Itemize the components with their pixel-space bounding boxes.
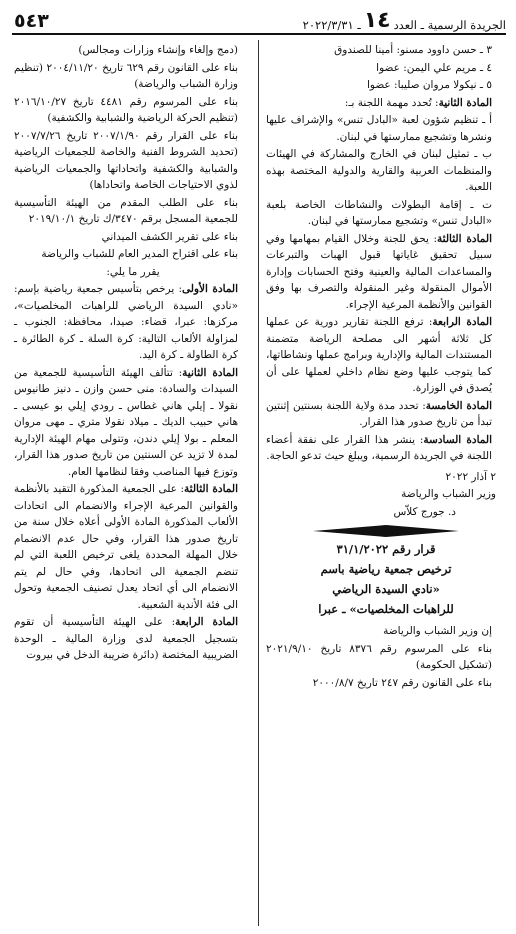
article-text: : يرخص بتأسيس جمعية رياضية بإسم: «نادي السيدة الرياضي للراهبات المخلصيات»، مركزها: عبرا، قضاء: صيدا، محافظة: الجنوب ـ لمزاولة الألعاب التالية: كرة السلة ـ كرة الطائرة ـ كرة الطاولة ـ كرة اليد. (14, 283, 238, 361)
article-text: : ترفع اللجنة تقارير دورية عن عملها كل ثلاثة أشهر الى مصلحة الرياضة متضمنة المستندات المالية والإدارية وبرامج عملها ونشاطاتها، كما يتوجب عليها وضع نظام داخلي لعملها على أن يُصدق في الوزارة. (266, 316, 492, 394)
paragraph: ت ـ إقامة البطولات والنشاطات الخاصة بلعبة «البادل تنس» وتشجيع ممارستها في لبنان. (266, 198, 492, 227)
paragraph: بناء على المرسوم رقم ٨٣٧٦ تاريخ ٢٠٢١/٩/١٠ (تشكيل الحكومة) (266, 642, 492, 671)
paragraph: أ ـ تنظيم شؤون لعبة «البادل تنس» والإشراف عليها ونشرها وتشجيع ممارستها في لبنان. (266, 114, 492, 143)
article-text: : تتألف الهيئة التأسيسية للجمعية من السيدات والسادة: منى حسن وازن ـ دنيز طانيوس نقولا ـ إيلي هاني غطاس ـ رودي إيلي بو عيسى ـ هاني حبيب الديك ـ ميلاد نقولا متري ـ مهى مروان المعلم ـ بولا إيلي دندن، وتتولى مهام الهيئة الإدارية لمدة لا تزيد عن السنتين من تاريخ صدور هذا القرار، وتوزع فيها المناصب وفقا لنظامها العام. (14, 366, 238, 478)
decides-heading: يقرر ما يلي: (106, 265, 160, 278)
signature-date: ٢ آذار ٢٠٢٢ (445, 470, 496, 483)
issue-date: ـ ٢٠٢٢/٣/٣١ (302, 18, 361, 32)
article-paragraph (266, 314, 506, 397)
issue-number: ١٤ (363, 8, 391, 33)
left-column (14, 42, 252, 665)
list-item: ٣ ـ حسن داوود مسنو: أمينا للصندوق (334, 44, 492, 56)
column-divider (258, 40, 259, 926)
article-paragraph (266, 432, 506, 465)
article-paragraph (14, 281, 252, 364)
article-label: المادة الثالثة (184, 483, 238, 495)
article-text: : على الهيئة التأسيسية أن تقوم بتسجيل الجمعية لدى وزارة المالية ـ الوحدة الضريبية المختصة (دائرة ضريبة الدخل في بيروت (14, 616, 238, 661)
article-label: المادة الرابعة (432, 316, 492, 328)
paragraph: بناء على تقرير الكشف الميداني (101, 230, 238, 243)
article-label: المادة الخامسة (425, 399, 492, 412)
paragraph: بناء على القانون رقم ٦٢٩ تاريخ ٢٠٠٤/١١/٢٠ (تنظيم وزارة الشباب والرياضة) (14, 61, 238, 90)
decision-heading: قرار رقم ٣١/١/٢٠٢٢ (336, 542, 436, 556)
article-paragraph (266, 231, 506, 314)
minister-title: وزير الشباب والرياضة (401, 488, 496, 500)
decision-title-line: ترخيص جمعية رياضية باسم (320, 562, 452, 576)
article-paragraph (14, 365, 252, 481)
article-paragraph (266, 398, 506, 431)
article-text: : ينشر هذا القرار على نفقة أعضاء اللجنة في الجريدة الرسمية، ويبلغ حيث تدعو الحاجة. (266, 433, 492, 462)
article-label: المادة السادسة (423, 433, 492, 446)
page-number: ٥٤٣ (14, 10, 49, 32)
decision-title-line: «نادي السيدة الرياضي (332, 582, 440, 596)
article-label: المادة الرابعة (175, 616, 239, 628)
paragraph: إن وزير الشباب والرياضة (383, 625, 492, 637)
list-item: ٥ ـ نيكولا مروان صليبا: عضوا (366, 79, 492, 91)
paragraph: بناء على اقتراح المدير العام للشباب والرياضة (41, 248, 238, 260)
page-header (14, 6, 506, 32)
article-paragraph (14, 614, 252, 664)
paragraph: ب ـ تمثيل لبنان في الخارج والمشاركة في الهيئات والمنظمات العربية والقارية والدولية المختصة بهذه اللعبة. (266, 148, 492, 193)
gazette-title: الجريدة الرسمية ـ العدد (393, 18, 506, 32)
article-paragraph (266, 95, 506, 112)
article-label: المادة الأولى (182, 283, 238, 295)
header-rule (12, 33, 506, 35)
paragraph: (دمج وإلغاء وإنشاء وزارات ومجالس) (78, 44, 238, 56)
article-text: : تحدد مدة ولاية اللجنة بسنتين إثنتين تبدأ من تاريخ صدور هذا القرار. (266, 399, 492, 428)
right-column (266, 42, 506, 692)
article-paragraph (14, 481, 252, 613)
article-text: : تُحدد مهمة اللجنة بـ: (344, 96, 439, 109)
ornament-divider (311, 524, 461, 538)
article-text: : على الجمعية المذكورة التقيد بالأنظمة والقوانين المرعية الإجراء والانضمام الى اتحادات الألعاب المذكورة المادة الأولى أعلاه خلال سنة من تاريخ صدور هذا القرار، وفي حال عدم الانضمام خلال المهلة المحددة يلغى ترخيص اللعبة التي لم تنضم الجمعية الى اتحادها، وفي حال لم يتم الانضمام الى أي اتحاد يعدل تصنيف الجمعية وتحول الى فئة الأندية الشعبية. (14, 483, 238, 611)
article-text: : يحق للجنة وخلال القيام بمهامها وفي سبيل تحقيق غاياتها قبول الهبات والتبرعات والمساعدات المالية والعينية وفتح الحسابات وإدارة الأموال المنقولة وغير المنقولة والتصرف بها وفق القوانين والأنظمة المرعية الإجراء. (266, 232, 492, 311)
minister-name: د. جورج كلاّس (393, 505, 456, 518)
list-item: ٤ ـ مريم علي اليمن: عضوا (376, 61, 492, 74)
paragraph: بناء على القانون رقم ٢٤٧ تاريخ ٢٠٠٠/٨/٧ (312, 676, 492, 689)
paragraph: بناء على المرسوم رقم ٤٤٨١ تاريخ ٢٠١٦/١٠/٢٧ (تنظيم الحركة الرياضية والشبابية والكشفية) (14, 95, 238, 124)
article-label: المادة الثانية (182, 366, 238, 379)
paragraph: بناء على القرار رقم ٢٠٠٧/١/٩٠ تاريخ ٢٠٠٧/٧/٢٦ (تحديد الشروط الفنية والخاصة للجمعيات الرياضية والشبابية والكشفية واتحاداتها والجمعيات الرياضية لذوي الاحتياجات الخاصة واتحاداها) (14, 129, 238, 191)
article-label: المادة الثانية (438, 96, 492, 109)
decision-title-line: للراهبات المخلصيات» ـ عبرا (318, 602, 454, 616)
article-label: المادة الثالثة (437, 232, 492, 245)
paragraph: بناء على الطلب المقدم من الهيئة التأسيسية للجمعية المسجل برقم ٣٤٧٠/ك تاريخ ٢٠١٩/١٠/١ (14, 196, 238, 225)
